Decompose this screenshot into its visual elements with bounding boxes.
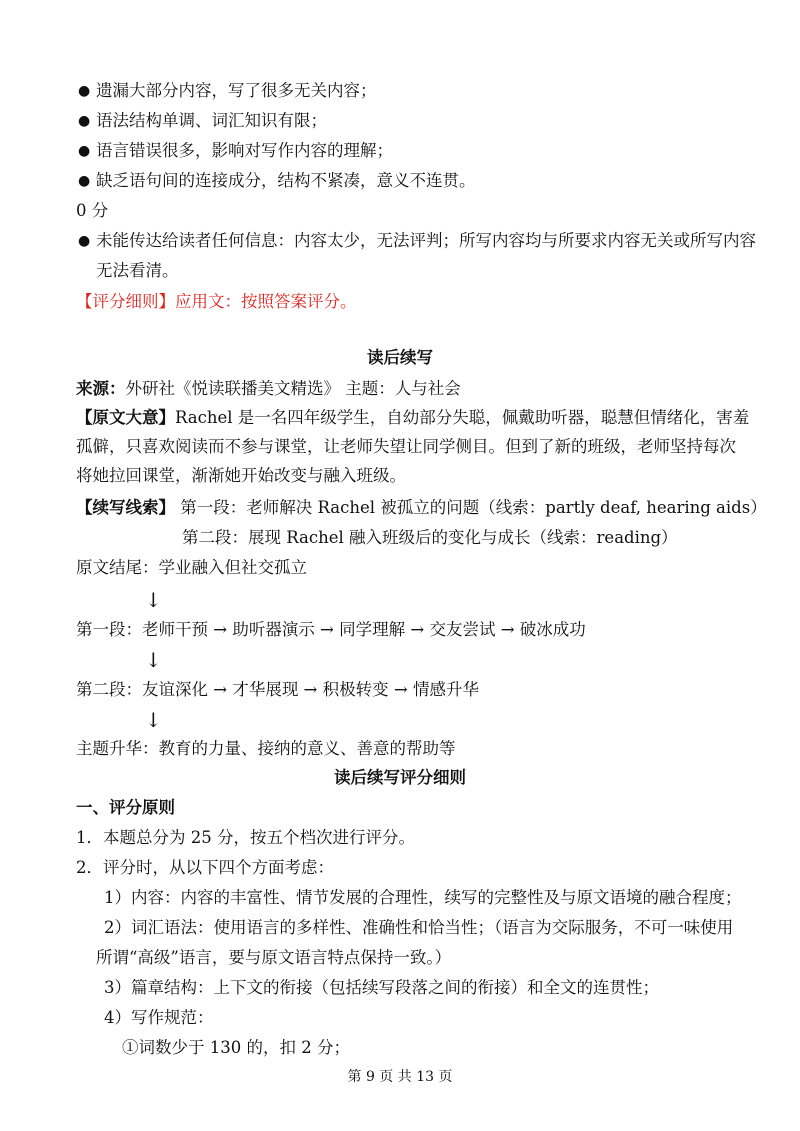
summary-line2: 孤僻，只喜欢阅读而不参与课堂，让老师失望让同学侧目。但到了新的班级，老师坚持每次 [76,437,736,456]
score-zero-label: 0 分 [76,201,109,220]
source-line [76,378,461,400]
sub-item-2b: 所谓“高级”语言，要与原文语言特点保持一致。） [96,948,452,967]
criterion-1: ①词数少于 130 的，扣 2 分； [122,1038,350,1057]
rules-note [76,291,357,313]
sub-item-1: 1）内容：内容的丰富性、情节发展的合理性，续写的完整性及与原文语境的融合程度； [104,888,742,907]
bullet-text: 缺乏语句间的连接成分，结构不紧凑，意义不连贯。 [96,171,476,190]
bullet-text: 遗漏大部分内容，写了很多无关内容； [96,81,377,100]
down-arrow: ↓ [145,588,162,612]
clues-line2: 第二段：展现 Rachel 融入班级后的变化与成长（线索：reading） [182,528,678,547]
clues-line1 [76,497,767,519]
zero-bullet-line1: 未能传达给读者任何信息：内容太少，无法评判；所写内容均与所要求内容无关或所写内容 [96,231,756,250]
sub-item-4: 4）写作规范： [104,1008,214,1027]
summary-line1 [76,407,749,429]
flow-para2: 第二段：友谊深化 → 才华展现 → 积极转变 → 情感升华 [76,680,479,699]
summary-line3: 将她拉回课堂，渐渐她开始改变与融入班级。 [76,466,406,485]
bullet-dot: ● [78,113,91,129]
bullet-text: 语言错误很多，影响对写作内容的理解； [96,141,393,160]
bullet-dot: ● [78,233,91,249]
item-1: 1．本题总分为 25 分，按五个档次进行评分。 [76,828,415,847]
clues-label: 【续写线索】 [76,498,175,517]
source-text: 外研社《悦读联播美文精选》 主题：人与社会 [125,379,461,398]
rules-note-tag: 【评分细则】 [76,292,175,311]
flow-ending: 原文结尾：学业融入但社交孤立 [76,558,307,577]
summary-text: Rachel 是一名四年级学生，自幼部分失聪，佩戴助听器，聪慧但情绪化，害羞 [175,408,750,427]
principles-heading: 一、评分原则 [76,798,175,817]
clues-text: 第一段：老师解决 Rachel 被孤立的问题（线索：partly deaf, hearing aids） [175,498,767,517]
bullet-dot: ● [78,143,91,159]
bullet-text: 语法结构单调、词汇知识有限； [96,111,327,130]
page-footer: 第 9 页 共 13 页 [347,1069,453,1085]
flow-para1: 第一段：老师干预 → 助听器演示 → 同学理解 → 交友尝试 → 破冰成功 [76,620,586,639]
section-title: 读后续写 [367,348,433,367]
item-2: 2．评分时，从以下四个方面考虑： [76,858,334,877]
sub-item-3: 3）篇章结构：上下文的衔接（包括续写段落之间的衔接）和全文的连贯性； [104,978,659,997]
source-label: 来源： [76,379,126,398]
rubric-title: 读后续写评分细则 [334,768,466,787]
flow-theme: 主题升华：教育的力量、接纳的意义、善意的帮助等 [76,739,456,758]
bullet-dot: ● [78,83,91,99]
rules-note-text: 应用文：按照答案评分。 [175,292,357,311]
sub-item-2a: 2）词汇语法：使用语言的多样性、准确性和恰当性；（语言为交际服务，不可一味使用 [104,918,734,937]
down-arrow: ↓ [145,648,162,672]
down-arrow: ↓ [145,708,162,732]
bullet-dot: ● [78,173,91,189]
zero-bullet-line2: 无法看清。 [96,261,179,280]
summary-label: 【原文大意】 [76,408,175,427]
